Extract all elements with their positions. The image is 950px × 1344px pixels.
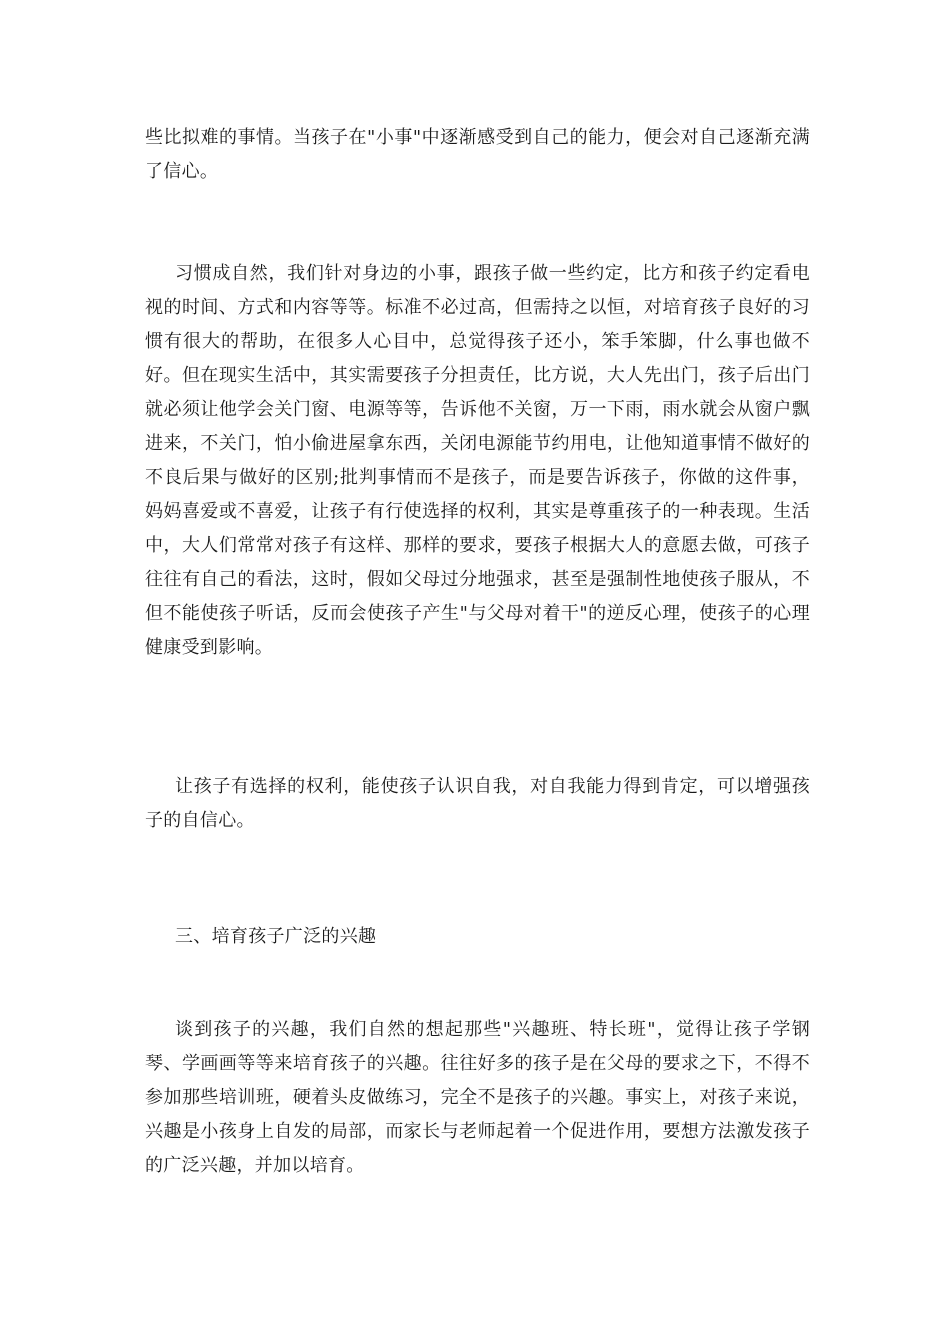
section-heading: 三、培育孩子广泛的兴趣: [175, 926, 377, 947]
paragraph-interests: 谈到孩子的兴趣，我们自然的想起那些"兴趣班、特长班"，觉得让孩子学钢琴、学画画等等来培育孩子的兴趣。往往好多的孩子是在父母的要求之下，不得不参加那些培训班，硬着头皮做练习，完全不是孩子的兴趣。事实上，对孩子来说，兴趣是小孩身上自发的局部，而家长与老师起着一个促进作用，要想方法激发孩子的广泛兴趣，并加以培育。: [145, 1019, 810, 1176]
paragraph-choice-right: 让孩子有选择的权利，能使孩子认识自我，对自我能力得到肯定，可以增强孩子的自信心。: [145, 776, 810, 831]
paragraph-continuation: 些比拟难的事情。当孩子在"小事"中逐渐感受到自己的能力，便会对自己逐渐充满了信心。: [145, 127, 810, 182]
paragraph-habits: 习惯成自然，我们针对身边的小事，跟孩子做一些约定，比方和孩子约定看电视的时间、方式和内容等等。标准不必过高，但需持之以恒，对培育孩子良好的习惯有很大的帮助，在很多人心目中，总觉得孩子还小，笨手笨脚，什么事也做不好。但在现实生活中，其实需要孩子分担责任，比方说，大人先出门，孩子后出门就必须让他学会关门窗、电源等等，告诉他不关窗，万一下雨，雨水就会从窗户飘进来，不关门，怕小偷进屋拿东西，关闭电源能节约用电，让他知道事情不做好的不良后果与做好的区别;批判事情而不是孩子，而是要告诉孩子，你做的这件事，妈妈喜爱或不喜爱，让孩子有行使选择的权利，其实是尊重孩子的一种表现。生活中，大人们常常对孩子有这样、那样的要求，要孩子根据大人的意愿去做，可孩子往往有自己的看法，这时，假如父母过分地强求，甚至是强制性地使孩子服从，不但不能使孩子听话，反而会使孩子产生"与父母对着干"的逆反心理，使孩子的心理健康受到影响。: [145, 263, 810, 658]
